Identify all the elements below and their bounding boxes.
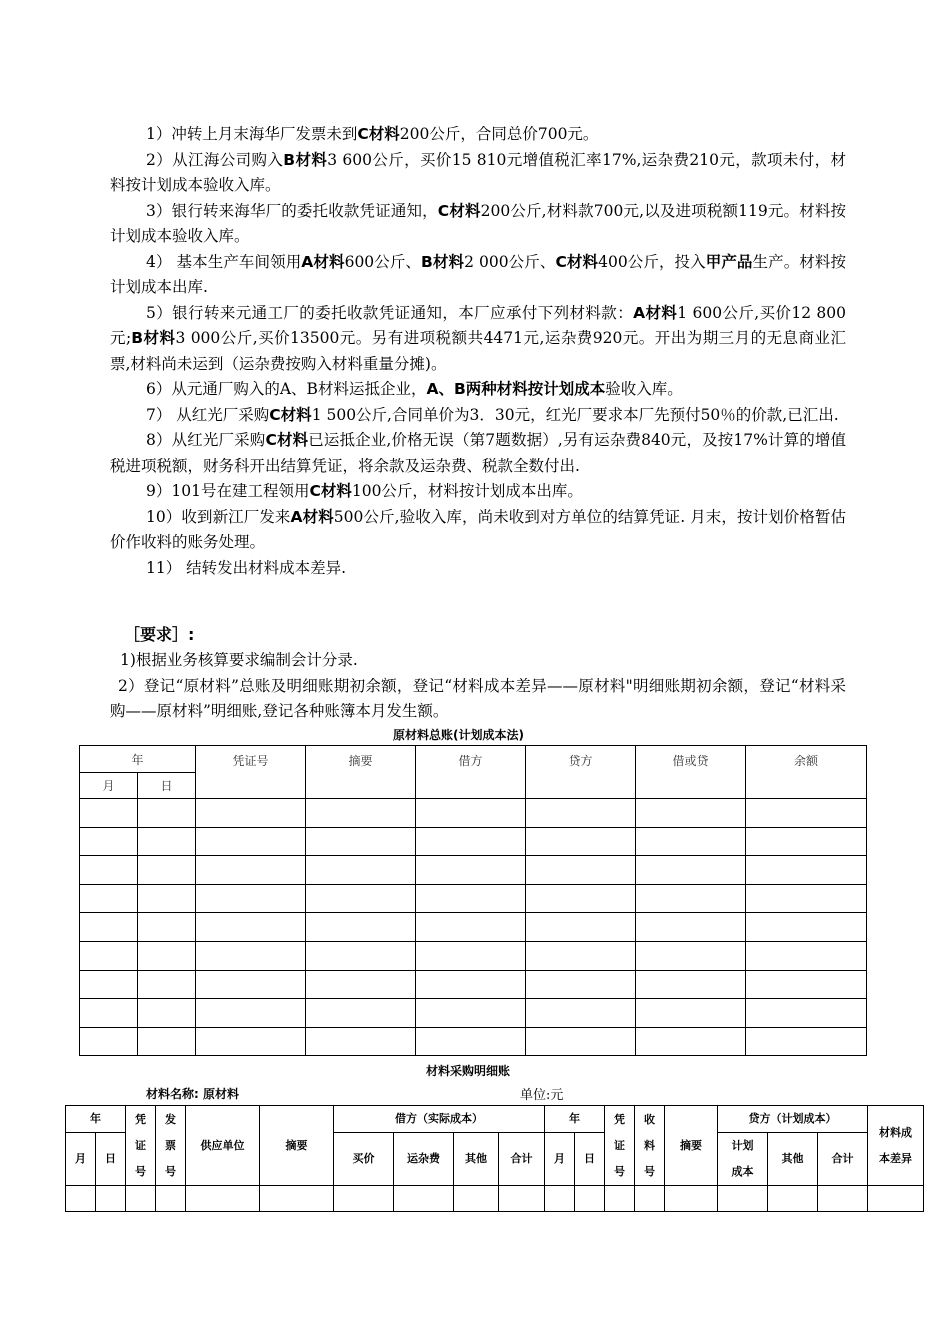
cell[interactable] [138, 970, 196, 999]
cell[interactable] [66, 1186, 96, 1212]
item-8: 8）从红光厂采购C材料已运抵企业,价格无误（第7题数据）,另有运杂费840元，及按17%计算的增值税进项税额，财务科开出结算凭证，将余款及运杂费、税款全数付出. [110, 431, 846, 475]
cell[interactable] [636, 884, 746, 913]
ledger-year-header: 年 [80, 746, 196, 773]
cell[interactable] [306, 913, 416, 942]
cell[interactable] [636, 913, 746, 942]
purchase-day2-header: 日 [575, 1133, 605, 1186]
cell[interactable] [768, 1186, 818, 1212]
cell[interactable] [868, 1186, 924, 1212]
cell[interactable] [138, 913, 196, 942]
cell[interactable] [746, 884, 867, 913]
cell[interactable] [416, 970, 526, 999]
table-row [80, 856, 867, 885]
cell[interactable] [636, 827, 746, 856]
cell[interactable] [138, 999, 196, 1028]
cell[interactable] [394, 1186, 454, 1212]
requirements-heading: ［要求］: [124, 625, 195, 644]
item-4: 4） 基本生产车间领用A材料600公斤、B材料2 000公斤、C材料400公斤，投入甲产品生产。材料按计划成本出库. [110, 252, 846, 296]
business-items [110, 122, 846, 581]
cell[interactable] [746, 913, 867, 942]
cell[interactable] [416, 999, 526, 1028]
cell[interactable] [665, 1186, 718, 1212]
purchase-summary-header: 摘要 [260, 1106, 334, 1186]
cell[interactable] [636, 799, 746, 828]
cell[interactable] [186, 1186, 260, 1212]
cell[interactable] [545, 1186, 575, 1212]
general-ledger-table [79, 745, 867, 1056]
cell[interactable] [635, 1186, 665, 1212]
item-9: 9）101号在建工程领用C材料100公斤，材料按计划成本出库。 [146, 482, 583, 500]
cell[interactable] [80, 970, 138, 999]
cell[interactable] [416, 1027, 526, 1056]
cell[interactable] [196, 941, 306, 970]
cell[interactable] [306, 999, 416, 1028]
cell[interactable] [746, 799, 867, 828]
ledger-voucher-header: 凭证号 [196, 746, 306, 799]
cell[interactable] [454, 1186, 499, 1212]
purchase-summary2-header: 摘要 [665, 1106, 718, 1186]
cell[interactable] [526, 999, 636, 1028]
table-row [80, 999, 867, 1028]
material-name-label: 材料名称: 原材料 [146, 1087, 239, 1101]
ledger-debit-header: 借方 [416, 746, 526, 799]
purchase-day-header: 日 [96, 1133, 126, 1186]
cell[interactable] [526, 913, 636, 942]
purchase-voucher2-header: 凭 证 号 [605, 1106, 635, 1186]
cell[interactable] [526, 799, 636, 828]
cell[interactable] [746, 999, 867, 1028]
purchase-variance-header: 材料成 本差异 [868, 1106, 924, 1186]
purchase-month2-header: 月 [545, 1133, 575, 1186]
cell[interactable] [80, 913, 138, 942]
cell[interactable] [526, 856, 636, 885]
cell[interactable] [80, 856, 138, 885]
table-row [80, 913, 867, 942]
cell[interactable] [196, 1027, 306, 1056]
item-6: 6）从元通厂购入的A、B材料运抵企业，A、B两种材料按计划成本验收入库。 [146, 380, 683, 398]
cell[interactable] [526, 884, 636, 913]
purchase-plan-cost-header: 计划 成本 [718, 1133, 768, 1186]
purchase-freight-header: 运杂费 [394, 1133, 454, 1186]
cell[interactable] [636, 941, 746, 970]
cell[interactable] [526, 941, 636, 970]
purchase-voucher-header: 凭 证 号 [126, 1106, 156, 1186]
cell[interactable] [818, 1186, 868, 1212]
cell[interactable] [746, 941, 867, 970]
cell[interactable] [416, 913, 526, 942]
cell[interactable] [636, 1027, 746, 1056]
cell[interactable] [416, 941, 526, 970]
purchase-year-header: 年 [66, 1106, 126, 1133]
ledger-credit-header: 贷方 [526, 746, 636, 799]
cell[interactable] [80, 999, 138, 1028]
cell[interactable] [636, 970, 746, 999]
cell[interactable] [416, 827, 526, 856]
ledger-balance-header: 余额 [746, 746, 867, 799]
table-row [80, 827, 867, 856]
cell[interactable] [196, 856, 306, 885]
purchase-year2-header: 年 [545, 1106, 605, 1133]
purchase-supplier-header: 供应单位 [186, 1106, 260, 1186]
cell[interactable] [636, 999, 746, 1028]
cell[interactable] [718, 1186, 768, 1212]
cell[interactable] [575, 1186, 605, 1212]
requirements [110, 648, 846, 725]
item-1: 1）冲转上月末海华厂发票未到C材料200公斤，合同总价700元。 [146, 125, 599, 143]
purchase-price-header: 买价 [334, 1133, 394, 1186]
item-5: 5）银行转来元通工厂的委托收款凭证通知，本厂应承付下列材料款：A材料1 600公斤,买价12 800元;B材料3 000公斤,买价13500元。另有进项税额共4471元,运杂费920元。开出为期三月的无息商业汇票,材料尚未运到（运杂费按购入材料重量分摊)。 [110, 303, 846, 373]
unit-label: 单位:元 [520, 1088, 564, 1103]
table-row [80, 941, 867, 970]
cell[interactable] [96, 1186, 126, 1212]
cell[interactable] [746, 856, 867, 885]
purchase-total-header: 合计 [499, 1133, 545, 1186]
purchase-credit-group-header: 贷方（计划成本） [718, 1106, 868, 1133]
cell[interactable] [138, 1027, 196, 1056]
item-11: 11） 结转发出材料成本差异. [146, 558, 347, 577]
cell[interactable] [416, 884, 526, 913]
purchase-other2-header: 其他 [768, 1133, 818, 1186]
cell[interactable] [306, 941, 416, 970]
cell[interactable] [306, 1027, 416, 1056]
cell[interactable] [499, 1186, 545, 1212]
cell[interactable] [80, 827, 138, 856]
cell[interactable] [138, 827, 196, 856]
table-row [80, 884, 867, 913]
ledger-summary-header: 摘要 [306, 746, 416, 799]
cell[interactable] [526, 827, 636, 856]
cell[interactable] [138, 941, 196, 970]
cell[interactable] [306, 884, 416, 913]
purchase-detail-table [65, 1105, 924, 1212]
item-10: 10）收到新江厂发来A材料500公斤,验收入库，尚未收到对方单位的结算凭证. 月末，按计划价格暂估价作收料的账务处理。 [110, 507, 846, 551]
cell[interactable] [306, 856, 416, 885]
cell[interactable] [605, 1186, 635, 1212]
cell[interactable] [196, 799, 306, 828]
requirement-2: 2）登记“原材料”总账及明细账期初余额，登记“材料成本差异——原材料"明细账期初余额，登记“材料采购——原材料”明细账,登记各种账簿本月发生额。 [110, 676, 846, 720]
cell[interactable] [746, 827, 867, 856]
cell[interactable] [526, 970, 636, 999]
cell[interactable] [746, 970, 867, 999]
cell[interactable] [196, 884, 306, 913]
cell[interactable] [306, 799, 416, 828]
cell[interactable] [138, 884, 196, 913]
table-row [66, 1186, 924, 1212]
cell[interactable] [156, 1186, 186, 1212]
table-row [80, 1027, 867, 1056]
table-row [80, 970, 867, 999]
purchase-invoice-header: 发 票 号 [156, 1106, 186, 1186]
cell[interactable] [80, 941, 138, 970]
cell[interactable] [306, 970, 416, 999]
cell[interactable] [126, 1186, 156, 1212]
cell[interactable] [138, 799, 196, 828]
cell[interactable] [416, 799, 526, 828]
purchase-ledger-title: 材料采购明细账 [426, 1064, 511, 1078]
ledger-dc-header: 借或贷 [636, 746, 746, 799]
cell[interactable] [196, 827, 306, 856]
cell[interactable] [306, 827, 416, 856]
purchase-debit-group-header: 借方（实际成本） [334, 1106, 545, 1133]
cell[interactable] [196, 970, 306, 999]
cell[interactable] [636, 856, 746, 885]
item-3: 3）银行转来海华厂的委托收款凭证通知，C材料200公斤,材料款700元,以及进项税额119元。材料按计划成本验收入库。 [110, 201, 846, 245]
purchase-other-header: 其他 [454, 1133, 499, 1186]
purchase-month-header: 月 [66, 1133, 96, 1186]
item-2: 2）从江海公司购入B材料3 600公斤，买价15 810元增值税汇率17%,运杂费210元，款项未付，材料按计划成本验收入库。 [110, 150, 846, 194]
cell[interactable] [196, 999, 306, 1028]
cell[interactable] [416, 856, 526, 885]
cell[interactable] [80, 884, 138, 913]
purchase-total2-header: 合计 [818, 1133, 868, 1186]
requirement-1: 1)根据业务核算要求编制会计分录. [120, 651, 358, 669]
cell[interactable] [334, 1186, 394, 1212]
ledger-day-header: 日 [138, 773, 196, 799]
cell[interactable] [138, 856, 196, 885]
ledger-title: 原材料总账(计划成本法) [393, 728, 524, 742]
purchase-receipt-header: 收 料 号 [635, 1106, 665, 1186]
cell[interactable] [526, 1027, 636, 1056]
cell[interactable] [746, 1027, 867, 1056]
cell[interactable] [80, 799, 138, 828]
table-row [80, 799, 867, 828]
item-7: 7） 从红光厂采购C材料1 500公斤,合同单价为3．30元，红光厂要求本厂先预付50％的价款,已汇出. [146, 405, 839, 424]
cell[interactable] [196, 913, 306, 942]
cell[interactable] [80, 1027, 138, 1056]
cell[interactable] [260, 1186, 334, 1212]
ledger-month-header: 月 [80, 773, 138, 799]
